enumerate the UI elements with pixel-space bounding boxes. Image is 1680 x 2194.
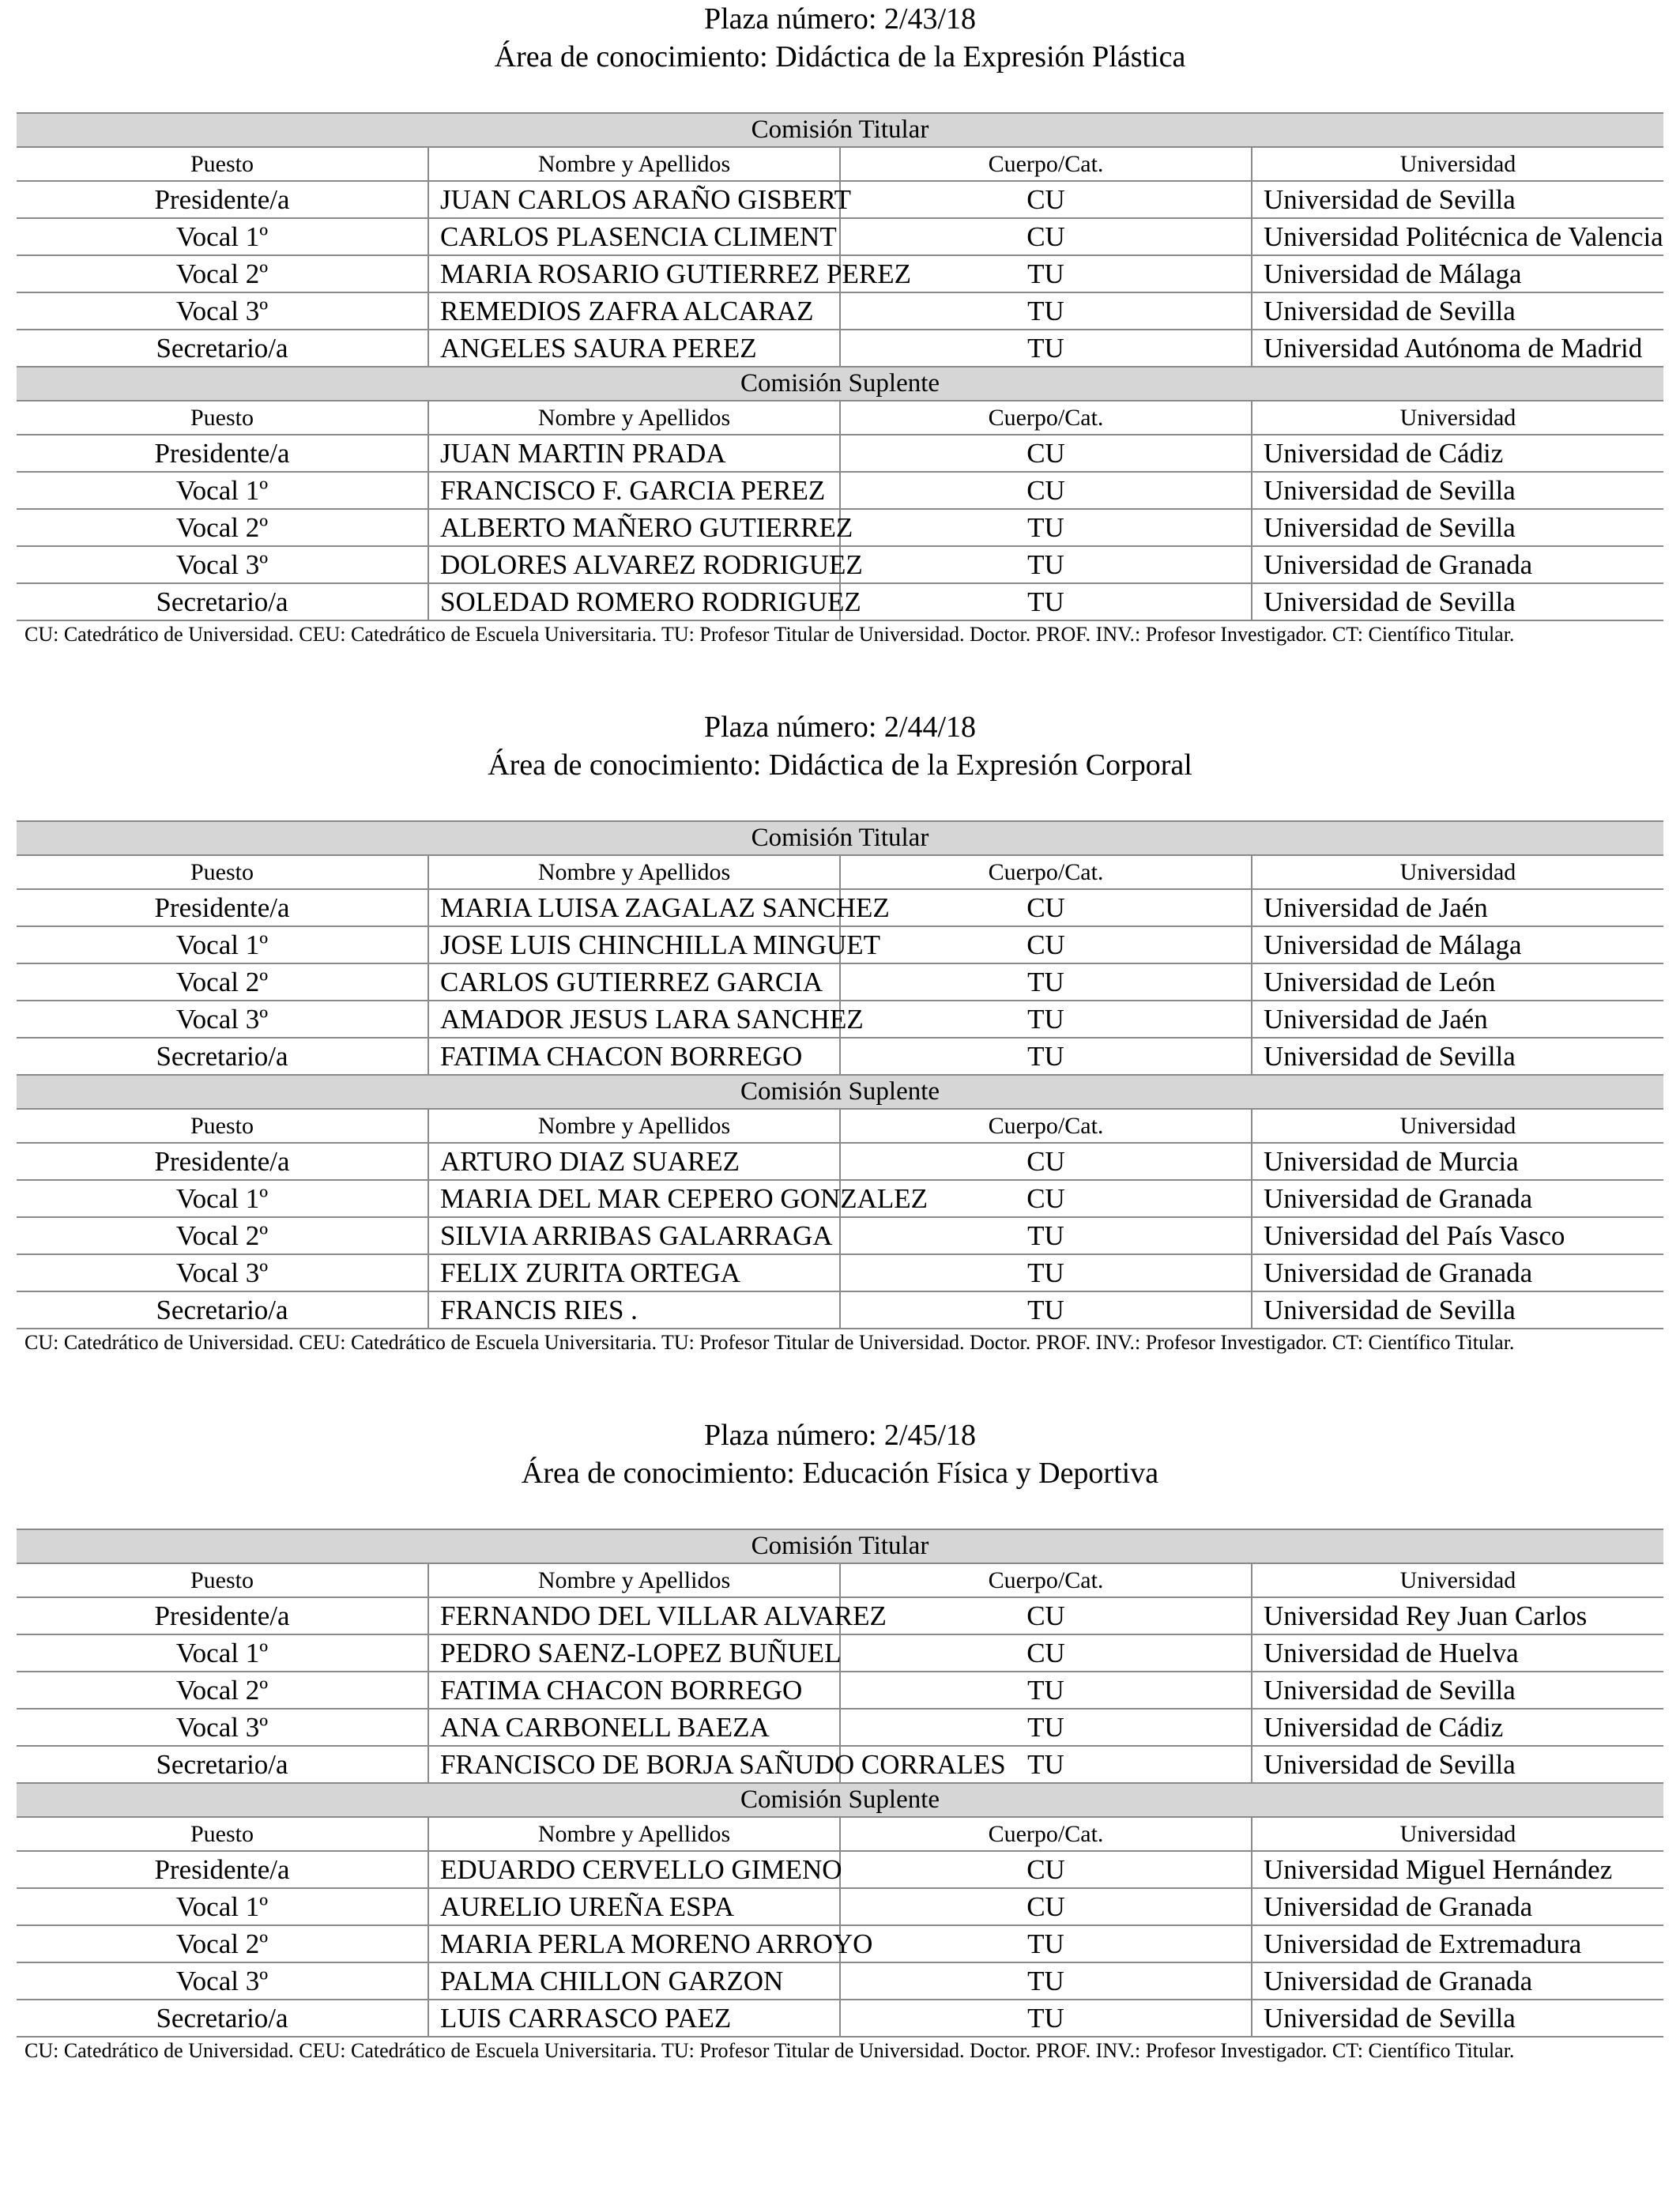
plaza-heading xyxy=(0,1416,1680,1492)
column-header-universidad: Universidad xyxy=(1252,401,1663,435)
nombre-cell: FRANCIS RIES . xyxy=(428,1291,840,1329)
cuerpo-cell: TU xyxy=(840,509,1252,546)
table-row xyxy=(17,1291,1663,1329)
universidad-cell: Universidad Miguel Hernández xyxy=(1252,1851,1663,1888)
cuerpo-cell: TU xyxy=(840,2000,1252,2037)
universidad-cell: Universidad de Sevilla xyxy=(1252,181,1663,218)
section-titular: Comisión Titular xyxy=(17,821,1663,855)
nombre-cell: ANA CARBONELL BAEZA xyxy=(428,1709,840,1746)
column-header-row xyxy=(17,1563,1663,1597)
cuerpo-cell: CU xyxy=(840,435,1252,472)
cuerpo-cell: CU xyxy=(840,218,1252,255)
cuerpo-cell: TU xyxy=(840,1746,1252,1783)
universidad-cell: Universidad de Sevilla xyxy=(1252,1746,1663,1783)
plaza-number-title: Plaza número: 2/44/18 xyxy=(703,711,977,744)
puesto-cell: Vocal 2º xyxy=(17,1217,428,1254)
cuerpo-cell: TU xyxy=(840,1672,1252,1709)
puesto-cell: Vocal 3º xyxy=(17,1254,428,1291)
universidad-cell: Universidad de Murcia xyxy=(1252,1143,1663,1180)
puesto-cell: Vocal 2º xyxy=(17,255,428,292)
universidad-cell: Universidad de Sevilla xyxy=(1252,509,1663,546)
puesto-cell: Secretario/a xyxy=(17,2000,428,2037)
plaza-number-title: Plaza número: 2/43/18 xyxy=(703,2,977,36)
section-suplente: Comisión Suplente xyxy=(17,1783,1663,1817)
section-titular-row xyxy=(17,113,1663,147)
nombre-cell: JOSE LUIS CHINCHILLA MINGUET xyxy=(428,926,840,963)
column-header-nombre: Nombre y Apellidos xyxy=(428,401,840,435)
column-header-universidad: Universidad xyxy=(1252,1109,1663,1143)
cuerpo-cell: TU xyxy=(840,583,1252,620)
puesto-cell: Secretario/a xyxy=(17,1038,428,1075)
puesto-cell: Vocal 1º xyxy=(17,1180,428,1217)
section-titular-row xyxy=(17,1529,1663,1563)
column-header-puesto: Puesto xyxy=(17,855,428,889)
puesto-cell: Vocal 1º xyxy=(17,1888,428,1925)
section-suplente: Comisión Suplente xyxy=(17,1075,1663,1109)
column-header-universidad: Universidad xyxy=(1252,147,1663,181)
nombre-cell: ARTURO DIAZ SUAREZ xyxy=(428,1143,840,1180)
puesto-cell: Secretario/a xyxy=(17,1291,428,1329)
nombre-cell: PALMA CHILLON GARZON xyxy=(428,1962,840,2000)
table-row xyxy=(17,1888,1663,1925)
nombre-cell: CARLOS PLASENCIA CLIMENT xyxy=(428,218,840,255)
column-header-nombre: Nombre y Apellidos xyxy=(428,1109,840,1143)
plaza-heading xyxy=(0,0,1680,76)
table-row xyxy=(17,1254,1663,1291)
nombre-cell: FRANCISCO DE BORJA SAÑUDO CORRALES xyxy=(428,1746,840,1783)
column-header-puesto: Puesto xyxy=(17,401,428,435)
column-header-cuerpo: Cuerpo/Cat. xyxy=(840,1817,1252,1851)
universidad-cell: Universidad de Granada xyxy=(1252,546,1663,583)
universidad-cell: Universidad de Granada xyxy=(1252,1962,1663,2000)
column-header-universidad: Universidad xyxy=(1252,855,1663,889)
footnote: CU: Catedrático de Universidad. CEU: Catedrático de Escuela Universitaria. TU: Profesor Titular de Universidad. Doctor. PROF. INV.: Profesor Investigador. CT: Científico Titular. xyxy=(24,623,1515,646)
nombre-cell: JUAN CARLOS ARAÑO GISBERT xyxy=(428,181,840,218)
nombre-cell: FERNANDO DEL VILLAR ALVAREZ xyxy=(428,1597,840,1634)
table-row xyxy=(17,218,1663,255)
nombre-cell: MARIA PERLA MORENO ARROYO xyxy=(428,1925,840,1962)
cuerpo-cell: CU xyxy=(840,181,1252,218)
table-row xyxy=(17,509,1663,546)
nombre-cell: MARIA LUISA ZAGALAZ SANCHEZ xyxy=(428,889,840,926)
table-row xyxy=(17,255,1663,292)
cuerpo-cell: TU xyxy=(840,255,1252,292)
nombre-cell: CARLOS GUTIERREZ GARCIA xyxy=(428,963,840,1001)
universidad-cell: Universidad de Jaén xyxy=(1252,1001,1663,1038)
nombre-cell: SILVIA ARRIBAS GALARRAGA xyxy=(428,1217,840,1254)
nombre-cell: AMADOR JESUS LARA SANCHEZ xyxy=(428,1001,840,1038)
puesto-cell: Vocal 2º xyxy=(17,509,428,546)
universidad-cell: Universidad de Sevilla xyxy=(1252,1038,1663,1075)
section-suplente-row xyxy=(17,1075,1663,1109)
universidad-cell: Universidad de Extremadura xyxy=(1252,1925,1663,1962)
section-suplente-row xyxy=(17,367,1663,401)
puesto-cell: Vocal 3º xyxy=(17,1709,428,1746)
cuerpo-cell: CU xyxy=(840,889,1252,926)
cuerpo-cell: CU xyxy=(840,1888,1252,1925)
universidad-cell: Universidad Politécnica de Valencia xyxy=(1252,218,1663,255)
column-header-cuerpo: Cuerpo/Cat. xyxy=(840,401,1252,435)
column-header-nombre: Nombre y Apellidos xyxy=(428,855,840,889)
section-titular: Comisión Titular xyxy=(17,113,1663,147)
table-row xyxy=(17,1217,1663,1254)
nombre-cell: FATIMA CHACON BORREGO xyxy=(428,1038,840,1075)
universidad-cell: Universidad de Sevilla xyxy=(1252,1291,1663,1329)
area-title: Área de conocimiento: Didáctica de la Expresión Corporal xyxy=(488,748,1192,782)
table-row xyxy=(17,1597,1663,1634)
puesto-cell: Presidente/a xyxy=(17,1597,428,1634)
column-header-puesto: Puesto xyxy=(17,1109,428,1143)
comision-table xyxy=(17,820,1663,1329)
universidad-cell: Universidad de Málaga xyxy=(1252,926,1663,963)
column-header-puesto: Puesto xyxy=(17,147,428,181)
universidad-cell: Universidad del País Vasco xyxy=(1252,1217,1663,1254)
cuerpo-cell: TU xyxy=(840,963,1252,1001)
universidad-cell: Universidad de Sevilla xyxy=(1252,583,1663,620)
cuerpo-cell: TU xyxy=(840,1001,1252,1038)
table-row xyxy=(17,1746,1663,1783)
nombre-cell: DOLORES ALVAREZ RODRIGUEZ xyxy=(428,546,840,583)
universidad-cell: Universidad Rey Juan Carlos xyxy=(1252,1597,1663,1634)
column-header-cuerpo: Cuerpo/Cat. xyxy=(840,1109,1252,1143)
puesto-cell: Vocal 2º xyxy=(17,1925,428,1962)
cuerpo-cell: CU xyxy=(840,1851,1252,1888)
cuerpo-cell: TU xyxy=(840,1962,1252,2000)
cuerpo-cell: CU xyxy=(840,1597,1252,1634)
nombre-cell: FATIMA CHACON BORREGO xyxy=(428,1672,840,1709)
nombre-cell: AURELIO UREÑA ESPA xyxy=(428,1888,840,1925)
table-row xyxy=(17,583,1663,620)
cuerpo-cell: TU xyxy=(840,546,1252,583)
puesto-cell: Presidente/a xyxy=(17,889,428,926)
puesto-cell: Presidente/a xyxy=(17,1851,428,1888)
table-row xyxy=(17,1634,1663,1672)
table-row xyxy=(17,963,1663,1001)
nombre-cell: REMEDIOS ZAFRA ALCARAZ xyxy=(428,292,840,330)
column-header-nombre: Nombre y Apellidos xyxy=(428,1817,840,1851)
section-titular: Comisión Titular xyxy=(17,1529,1663,1563)
column-header-puesto: Puesto xyxy=(17,1817,428,1851)
nombre-cell: ANGELES SAURA PEREZ xyxy=(428,330,840,367)
cuerpo-cell: TU xyxy=(840,1709,1252,1746)
puesto-cell: Vocal 1º xyxy=(17,218,428,255)
column-header-puesto: Puesto xyxy=(17,1563,428,1597)
section-titular-row xyxy=(17,821,1663,855)
puesto-cell: Vocal 2º xyxy=(17,963,428,1001)
area-title: Área de conocimiento: Educación Física y Deportiva xyxy=(521,1457,1159,1490)
table-row xyxy=(17,926,1663,963)
nombre-cell: FRANCISCO F. GARCIA PEREZ xyxy=(428,472,840,509)
universidad-cell: Universidad de Granada xyxy=(1252,1888,1663,1925)
column-header-row xyxy=(17,1817,1663,1851)
nombre-cell: SOLEDAD ROMERO RODRIGUEZ xyxy=(428,583,840,620)
puesto-cell: Vocal 3º xyxy=(17,292,428,330)
column-header-universidad: Universidad xyxy=(1252,1817,1663,1851)
table-row xyxy=(17,1962,1663,2000)
universidad-cell: Universidad de León xyxy=(1252,963,1663,1001)
column-header-cuerpo: Cuerpo/Cat. xyxy=(840,855,1252,889)
column-header-row xyxy=(17,1109,1663,1143)
column-header-row xyxy=(17,401,1663,435)
cuerpo-cell: CU xyxy=(840,1143,1252,1180)
nombre-cell: LUIS CARRASCO PAEZ xyxy=(428,2000,840,2037)
puesto-cell: Vocal 3º xyxy=(17,1001,428,1038)
puesto-cell: Secretario/a xyxy=(17,583,428,620)
universidad-cell: Universidad de Cádiz xyxy=(1252,1709,1663,1746)
cuerpo-cell: CU xyxy=(840,926,1252,963)
universidad-cell: Universidad Autónoma de Madrid xyxy=(1252,330,1663,367)
table-row xyxy=(17,1672,1663,1709)
comision-table xyxy=(17,1529,1663,2038)
footnote: CU: Catedrático de Universidad. CEU: Catedrático de Escuela Universitaria. TU: Profesor Titular de Universidad. Doctor. PROF. INV.: Profesor Investigador. CT: Científico Titular. xyxy=(24,1331,1515,1354)
universidad-cell: Universidad de Sevilla xyxy=(1252,2000,1663,2037)
nombre-cell: ALBERTO MAÑERO GUTIERREZ xyxy=(428,509,840,546)
cuerpo-cell: CU xyxy=(840,1180,1252,1217)
table-row xyxy=(17,472,1663,509)
nombre-cell: EDUARDO CERVELLO GIMENO xyxy=(428,1851,840,1888)
table-row xyxy=(17,1180,1663,1217)
nombre-cell: MARIA ROSARIO GUTIERREZ PEREZ xyxy=(428,255,840,292)
universidad-cell: Universidad de Granada xyxy=(1252,1254,1663,1291)
comision-table xyxy=(17,112,1663,621)
table-row xyxy=(17,1851,1663,1888)
universidad-cell: Universidad de Málaga xyxy=(1252,255,1663,292)
universidad-cell: Universidad de Huelva xyxy=(1252,1634,1663,1672)
section-suplente-row xyxy=(17,1783,1663,1817)
puesto-cell: Presidente/a xyxy=(17,435,428,472)
cuerpo-cell: TU xyxy=(840,1217,1252,1254)
cuerpo-cell: TU xyxy=(840,1291,1252,1329)
table-row xyxy=(17,889,1663,926)
universidad-cell: Universidad de Granada xyxy=(1252,1180,1663,1217)
footnote: CU: Catedrático de Universidad. CEU: Catedrático de Escuela Universitaria. TU: Profesor Titular de Universidad. Doctor. PROF. INV.: Profesor Investigador. CT: Científico Titular. xyxy=(24,2039,1515,2062)
column-header-row xyxy=(17,855,1663,889)
plaza-heading xyxy=(0,708,1680,784)
universidad-cell: Universidad de Sevilla xyxy=(1252,1672,1663,1709)
column-header-nombre: Nombre y Apellidos xyxy=(428,1563,840,1597)
puesto-cell: Vocal 3º xyxy=(17,546,428,583)
table-row xyxy=(17,1143,1663,1180)
puesto-cell: Secretario/a xyxy=(17,330,428,367)
column-header-nombre: Nombre y Apellidos xyxy=(428,147,840,181)
nombre-cell: PEDRO SAENZ-LOPEZ BUÑUEL xyxy=(428,1634,840,1672)
puesto-cell: Vocal 1º xyxy=(17,926,428,963)
table-row xyxy=(17,1925,1663,1962)
table-row xyxy=(17,292,1663,330)
universidad-cell: Universidad de Cádiz xyxy=(1252,435,1663,472)
nombre-cell: JUAN MARTIN PRADA xyxy=(428,435,840,472)
table-row xyxy=(17,181,1663,218)
column-header-cuerpo: Cuerpo/Cat. xyxy=(840,1563,1252,1597)
plaza-number-title: Plaza número: 2/45/18 xyxy=(703,1419,977,1452)
column-header-cuerpo: Cuerpo/Cat. xyxy=(840,147,1252,181)
table-row xyxy=(17,330,1663,367)
cuerpo-cell: TU xyxy=(840,1254,1252,1291)
table-row xyxy=(17,2000,1663,2037)
universidad-cell: Universidad de Sevilla xyxy=(1252,292,1663,330)
area-title: Área de conocimiento: Didáctica de la Expresión Plástica xyxy=(494,40,1186,74)
column-header-row xyxy=(17,147,1663,181)
column-header-universidad: Universidad xyxy=(1252,1563,1663,1597)
section-suplente: Comisión Suplente xyxy=(17,367,1663,401)
table-row xyxy=(17,1001,1663,1038)
cuerpo-cell: CU xyxy=(840,1634,1252,1672)
universidad-cell: Universidad de Jaén xyxy=(1252,889,1663,926)
universidad-cell: Universidad de Sevilla xyxy=(1252,472,1663,509)
cuerpo-cell: TU xyxy=(840,1925,1252,1962)
cuerpo-cell: TU xyxy=(840,1038,1252,1075)
puesto-cell: Presidente/a xyxy=(17,1143,428,1180)
nombre-cell: FELIX ZURITA ORTEGA xyxy=(428,1254,840,1291)
puesto-cell: Vocal 1º xyxy=(17,1634,428,1672)
cuerpo-cell: CU xyxy=(840,472,1252,509)
cuerpo-cell: TU xyxy=(840,292,1252,330)
table-row xyxy=(17,435,1663,472)
table-row xyxy=(17,1038,1663,1075)
puesto-cell: Presidente/a xyxy=(17,181,428,218)
table-row xyxy=(17,546,1663,583)
puesto-cell: Vocal 1º xyxy=(17,472,428,509)
puesto-cell: Vocal 3º xyxy=(17,1962,428,2000)
cuerpo-cell: TU xyxy=(840,330,1252,367)
puesto-cell: Vocal 2º xyxy=(17,1672,428,1709)
nombre-cell: MARIA DEL MAR CEPERO GONZALEZ xyxy=(428,1180,840,1217)
puesto-cell: Secretario/a xyxy=(17,1746,428,1783)
table-row xyxy=(17,1709,1663,1746)
